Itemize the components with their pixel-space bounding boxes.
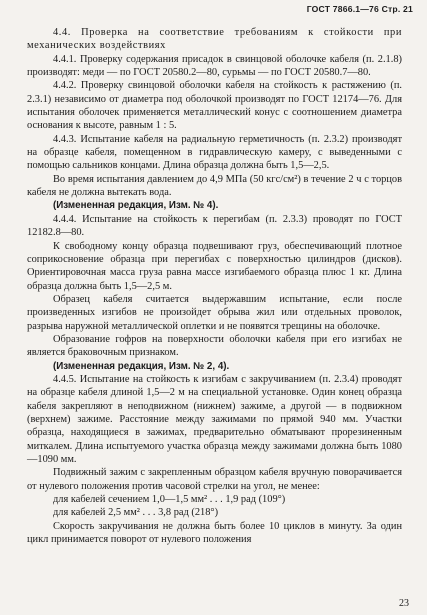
paragraph: Образование гофров на поверхности оболочки кабеля при его изгибах не является браковочным признаком. bbox=[27, 333, 402, 359]
edition-note: (Измененная редакция, Изм. № 2, 4). bbox=[53, 360, 230, 372]
paragraph: для кабелей 2,5 мм² . . . 3,8 рад (218°) bbox=[53, 507, 219, 519]
paragraph: 4.4.1. Проверку содержания присадок в свинцовой оболочке кабеля (п. 2.1.8) производят: меди — по ГОСТ 20580.2—80, сурьмы — по ГОСТ 20580.7—80. bbox=[27, 53, 402, 79]
paragraph: Образец кабеля считается выдержавшим испытание, если после произведенных изгибов не произойдет обрыва жил или отдельных проволок, разрыва наружной металлической оплетки и не появятся трещины на оболочке. bbox=[27, 293, 402, 332]
page-header: ГОСТ 7866.1—76 Стр. 21 bbox=[306, 4, 413, 14]
paragraph: 4.4.2. Проверку свинцовой оболочки кабеля на стойкость к растяжению (п. 2.3.1) независимо от диаметра под оболочкой производят по ГОСТ 12174—76. Для испытания оболочек применяется металлический конус с соотношением диаметра основания к высоте, равным 1 : 5. bbox=[27, 80, 402, 132]
paragraph: Скорость закручивания не должна быть более 10 циклов в минуту. За один цикл принимается поворот от нулевого положения bbox=[27, 520, 402, 546]
page-number: 23 bbox=[399, 598, 409, 609]
paragraph: Во время испытания давлением до 4,9 МПа (50 кгс/см²) в течение 2 ч с торцов кабеля не должна вытекать вода. bbox=[27, 173, 402, 199]
edition-note: (Измененная редакция, Изм. № 4). bbox=[53, 200, 219, 212]
document-body bbox=[27, 26, 402, 546]
paragraph: Подвижный зажим с закрепленным образцом кабеля вручную поворачивается от нулевого положения против часовой стрелки на угол, не менее: bbox=[27, 467, 402, 492]
paragraph: К свободному концу образца подвешивают груз, обеспечивающий плотное соприкосновение образца при перегибах с поверхностью цилиндров (дисков). Ориентировочная масса груза равна массе изгибаемого образца плюс 1 кг. Длина образца должна быть 1,5—2,5 м. bbox=[27, 240, 402, 292]
paragraph: 4.4.3. Испытание кабеля на радиальную герметичность (п. 2.3.2) производят на образце кабеля, помещенном в гидравлическую камеру, с выведенными с помощью сальников концами. Длина образца должна быть 1,5—2,5. bbox=[27, 133, 402, 172]
paragraph: для кабелей сечением 1,0—1,5 мм² . . . 1,9 рад (109°) bbox=[53, 494, 286, 506]
paragraph: 4.4.4. Испытание на стойкость к перегибам (п. 2.3.3) проводят по ГОСТ 12182.8—80. bbox=[27, 213, 402, 239]
section-heading: 4.4. Проверка на соответствие требованиям к стойкости при механических воздействиях bbox=[27, 27, 402, 52]
paragraph: 4.4.5. Испытание на стойкость к изгибам с закручиванием (п. 2.3.4) проводят на образце кабеля длиной 1,5—2 м на специальной установке. Один конец образца кабеля закрепляют в неподвижном (нижнем) зажиме, а другой — в подвижном (верхнем) зажиме. Расстояние между зажимами по прямой 940 мм. Участки образца, находящиеся в зажимах, предварительно обматывают прорезиненным миткалем. Длина испытуемого участка образца между зажимами должна быть 1080—1090 мм. bbox=[27, 373, 402, 465]
